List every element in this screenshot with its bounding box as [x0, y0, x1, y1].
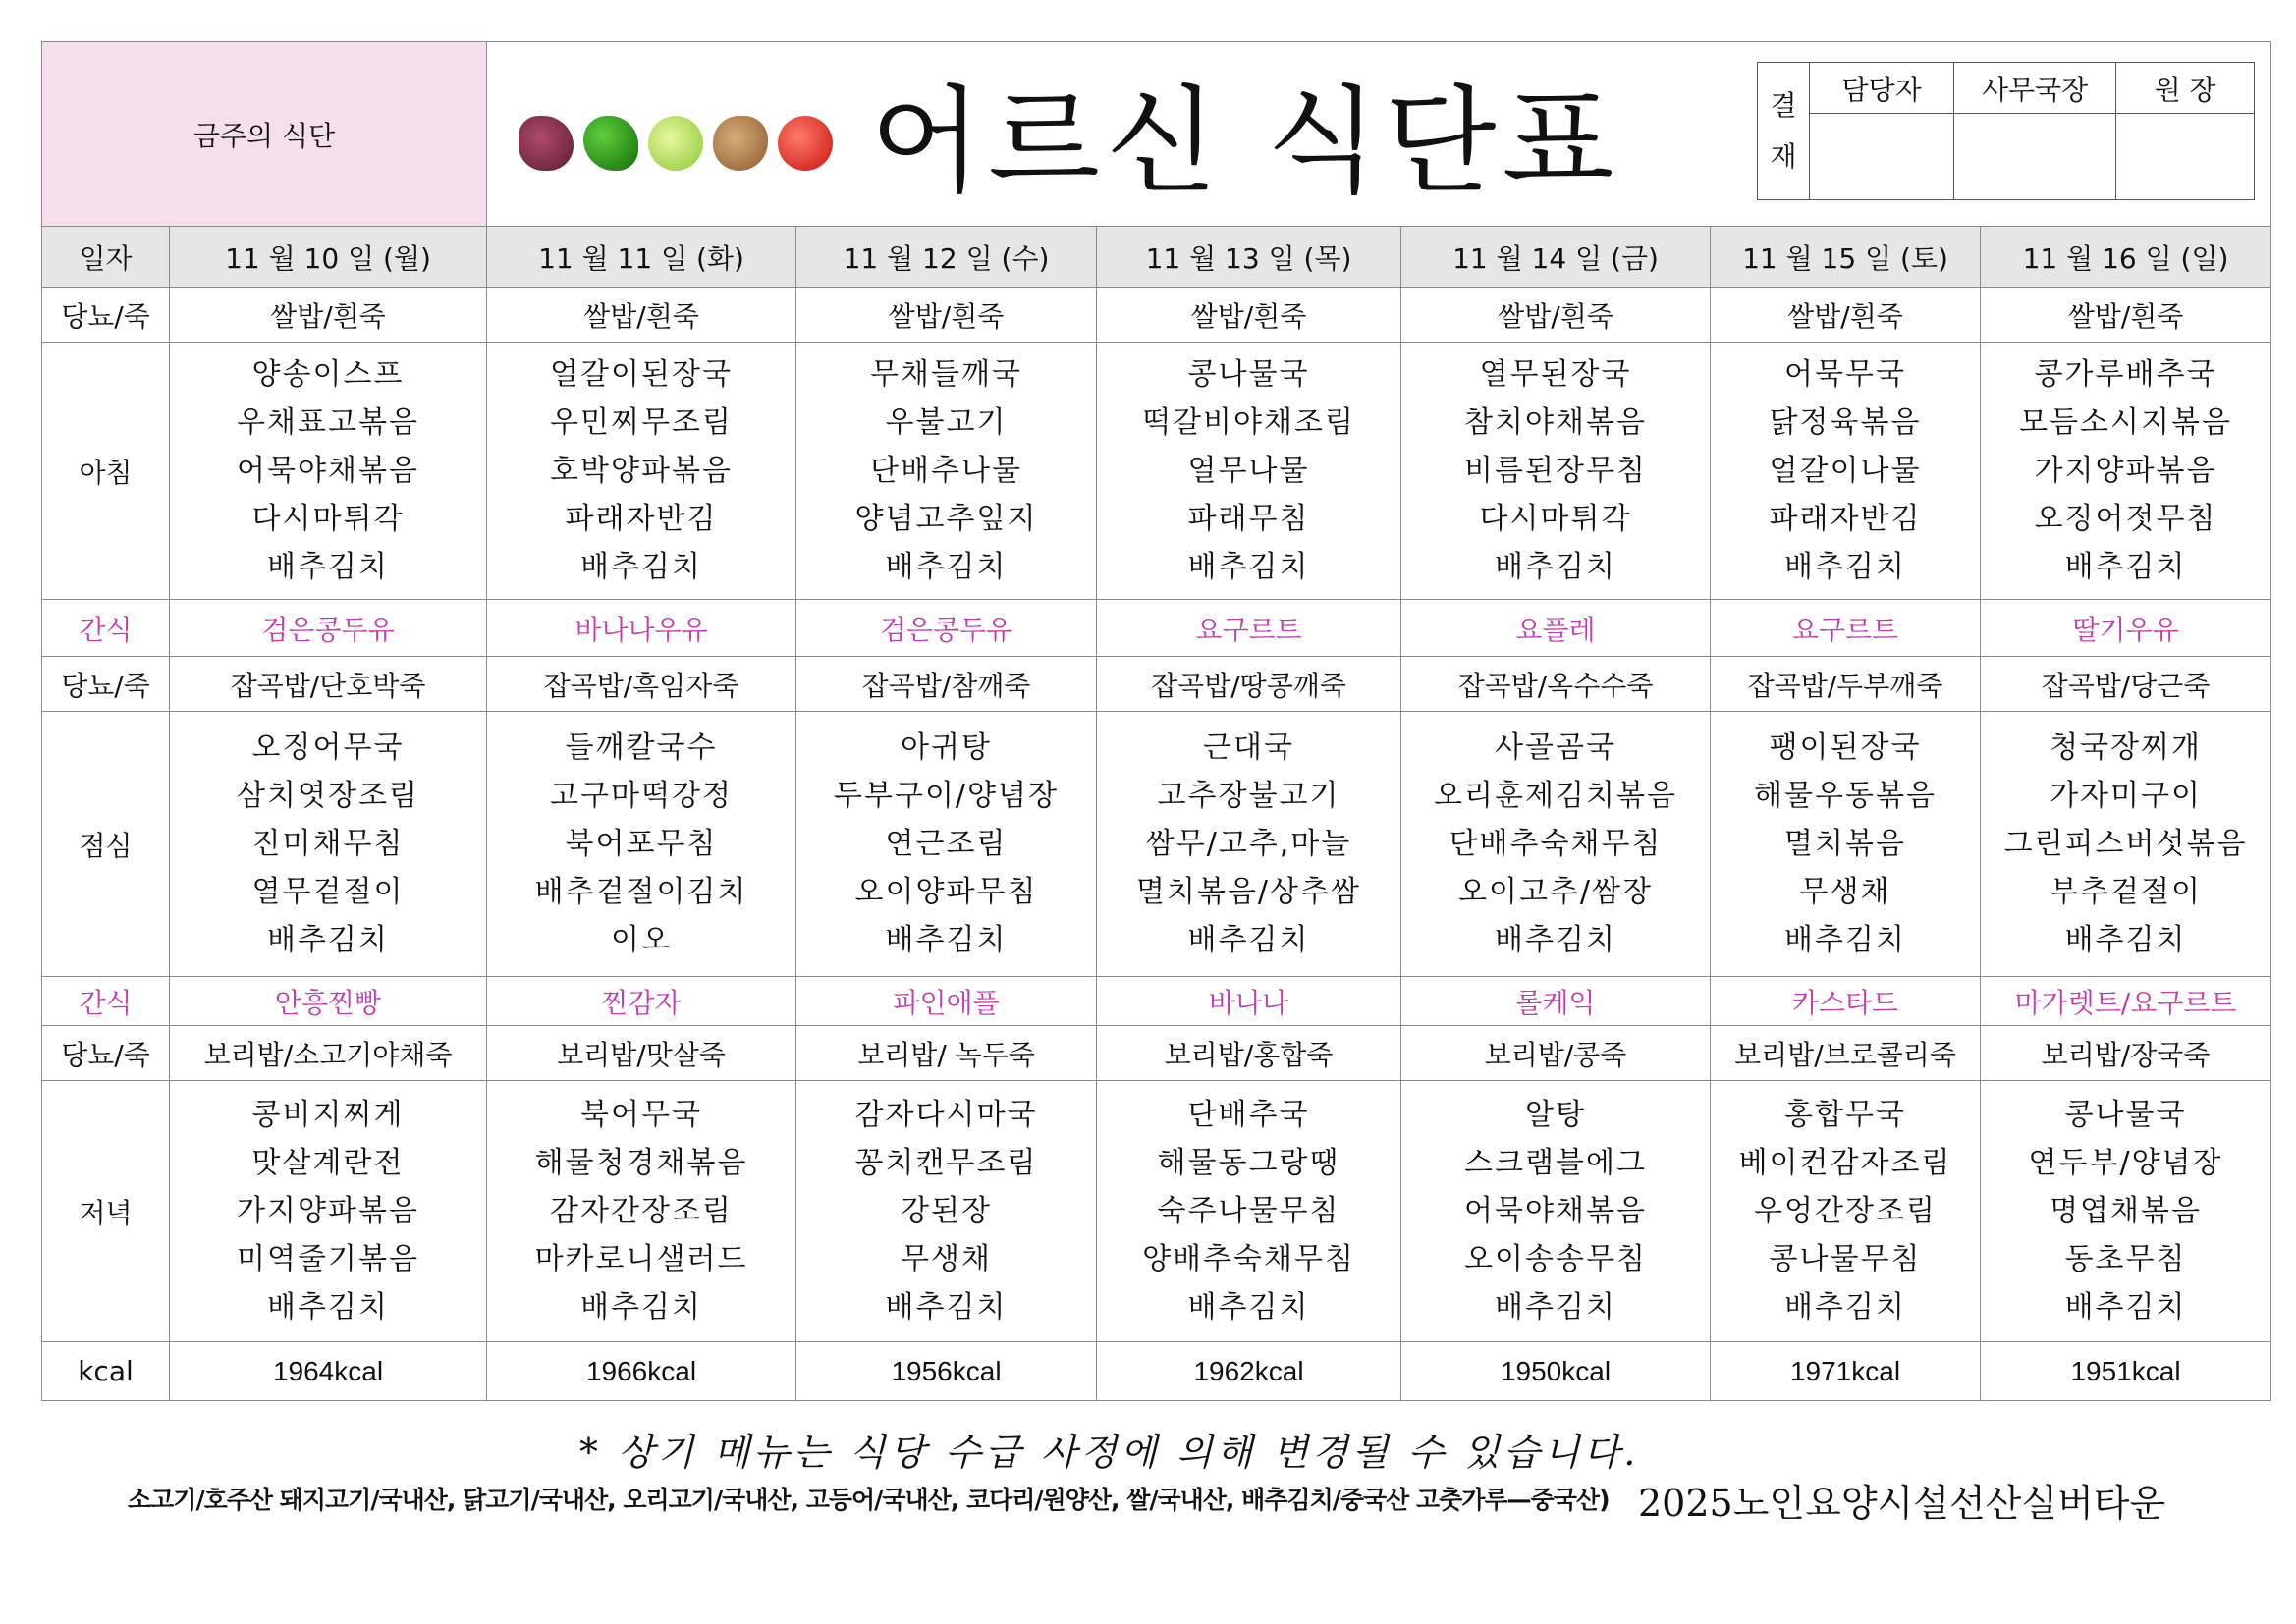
menu-item: 콩나물국	[2064, 1098, 2187, 1132]
menu-item: 연두부/양념장	[2028, 1146, 2223, 1180]
date-cell: 11 월 10 일 (월)	[170, 227, 487, 288]
snack-pm-cell: 롤케익	[1401, 977, 1711, 1026]
menu-item: 알탕	[1525, 1098, 1586, 1132]
breakfast-cell	[796, 343, 1097, 600]
kcal-cell: 1951kcal	[1981, 1342, 2271, 1401]
snack-pm-cell: 카스타드	[1711, 977, 1981, 1026]
menu-item: 팽이된장국	[1769, 731, 1922, 765]
menu-item: 배추김치	[885, 923, 1008, 957]
vegetable-icons	[519, 116, 833, 171]
lettuce-icon	[519, 116, 574, 171]
snack-am-cell: 바나나우유	[487, 600, 796, 657]
lunch-diet-cell: 잡곡밥/당근죽	[1981, 657, 2271, 712]
approval-role-director: 원 장	[2116, 63, 2255, 114]
snack-am-cell: 검은콩두유	[796, 600, 1097, 657]
lunch-diet-cell: 잡곡밥/옥수수죽	[1401, 657, 1711, 712]
menu-item: 가지양파볶음	[237, 1194, 419, 1228]
menu-item: 얼갈이된장국	[550, 357, 733, 392]
menu-item: 우민찌무조림	[550, 406, 733, 440]
date-cell: 11 월 13 일 (목)	[1097, 227, 1401, 288]
row-label-dinner-diet: 당뇨/죽	[42, 1026, 170, 1081]
breakfast-diet-cell: 쌀밥/흰죽	[1711, 288, 1981, 343]
menu-item: 어묵야채볶음	[1464, 1194, 1647, 1228]
lunch-cell	[796, 712, 1097, 977]
menu-item: 파래자반김	[1769, 502, 1922, 536]
menu-item: 미역줄기볶음	[237, 1242, 419, 1276]
menu-item: 무채들깨국	[870, 357, 1022, 392]
row-label-lunch: 점심	[42, 712, 170, 977]
breakfast-diet-row	[42, 288, 2271, 343]
row-label-lunch-diet: 당뇨/죽	[42, 657, 170, 712]
breakfast-diet-cell: 쌀밥/흰죽	[796, 288, 1097, 343]
menu-item: 맛살계란전	[251, 1146, 405, 1180]
dinner-diet-cell: 보리밥/맛살죽	[487, 1026, 796, 1081]
menu-item: 해물청경채볶음	[534, 1146, 748, 1180]
menu-item: 진미채무침	[251, 827, 405, 861]
menu-item: 가자미구이	[2050, 779, 2202, 813]
date-row	[42, 227, 2271, 288]
breakfast-cell	[1401, 343, 1711, 600]
potato-icon	[713, 116, 768, 171]
breakfast-diet-cell: 쌀밥/흰죽	[1401, 288, 1711, 343]
dinner-row	[42, 1081, 2271, 1342]
lunch-diet-cell: 잡곡밥/땅콩깨죽	[1097, 657, 1401, 712]
menu-item: 북어포무침	[565, 827, 718, 861]
dinner-diet-cell: 보리밥/홍합죽	[1097, 1026, 1401, 1081]
menu-item: 사골곰국	[1495, 731, 1616, 765]
change-notice: * 상기 메뉴는 식당 수급 사정에 의해 변경될 수 있습니다.	[579, 1431, 1640, 1474]
menu-item: 부추겉절이	[2050, 875, 2202, 909]
menu-item: 숙주나물무침	[1157, 1194, 1340, 1228]
menu-item: 배추김치	[267, 550, 389, 584]
dinner-diet-cell: 보리밥/소고기야채죽	[170, 1026, 487, 1081]
snack-am-cell: 요구르트	[1097, 600, 1401, 657]
menu-item: 배추김치	[2064, 550, 2187, 584]
lunch-diet-cell: 잡곡밥/단호박죽	[170, 657, 487, 712]
snack-pm-cell: 안흥찐빵	[170, 977, 487, 1026]
menu-item: 다시마튀각	[251, 502, 405, 536]
dinner-cell	[170, 1081, 487, 1342]
menu-item: 들깨칼국수	[565, 731, 718, 765]
breakfast-cell	[1097, 343, 1401, 600]
origin-info: 소고기/호주산 돼지고기/국내산, 닭고기/국내산, 오리고기/국내산, 고등어/국내산, 코다리/원양산, 쌀/국내산, 배추김치/중국산 고춧가루—중국산)	[128, 1486, 1610, 1514]
menu-item: 열무나물	[1187, 454, 1310, 488]
dinner-cell	[487, 1081, 796, 1342]
tomato-icon	[778, 116, 833, 171]
menu-item: 콩가루배추국	[2034, 357, 2217, 392]
kcal-row	[42, 1342, 2271, 1401]
menu-item: 다시마튀각	[1479, 502, 1632, 536]
approval-role-manager: 사무국장	[1954, 63, 2116, 114]
snack-am-cell: 요구르트	[1711, 600, 1981, 657]
menu-item: 배추김치	[1784, 1290, 1906, 1325]
lunch-cell	[1097, 712, 1401, 977]
menu-item: 호박양파볶음	[550, 454, 733, 488]
kcal-cell: 1962kcal	[1097, 1342, 1401, 1401]
menu-item: 무생채	[1799, 875, 1891, 909]
menu-item: 오징어무국	[251, 731, 405, 765]
menu-item: 강된장	[901, 1194, 992, 1228]
breakfast-cell	[1981, 343, 2271, 600]
dinner-cell	[1401, 1081, 1711, 1342]
menu-item: 배추김치	[2064, 1290, 2187, 1325]
menu-item: 콩나물국	[1187, 357, 1310, 392]
menu-item: 비름된장무침	[1464, 454, 1647, 488]
menu-item: 배추김치	[580, 550, 702, 584]
menu-item: 배추김치	[1495, 1290, 1616, 1325]
menu-item: 배추김치	[1187, 1290, 1310, 1325]
row-label-breakfast: 아침	[42, 343, 170, 600]
kcal-cell: 1964kcal	[170, 1342, 487, 1401]
dinner-cell	[1711, 1081, 1981, 1342]
menu-item: 우채표고볶음	[237, 406, 419, 440]
menu-item: 양송이스프	[251, 357, 405, 392]
menu-item: 배추김치	[1495, 550, 1616, 584]
menu-sheet	[41, 41, 2270, 1401]
menu-item: 스크램블에그	[1464, 1146, 1647, 1180]
lunch-diet-cell: 잡곡밥/흑임자죽	[487, 657, 796, 712]
lunch-cell	[1981, 712, 2271, 977]
lunch-cell	[1401, 712, 1711, 977]
menu-item: 우엉간장조림	[1754, 1194, 1937, 1228]
row-label-snack-pm: 간식	[42, 977, 170, 1026]
breakfast-diet-cell: 쌀밥/흰죽	[170, 288, 487, 343]
dinner-diet-cell: 보리밥/장국죽	[1981, 1026, 2271, 1081]
dinner-cell	[1981, 1081, 2271, 1342]
snack-pm-cell: 찐감자	[487, 977, 796, 1026]
menu-item: 베이컨감자조림	[1738, 1146, 1952, 1180]
page-title: 어르신 식단표	[870, 74, 1620, 209]
menu-item: 어묵야채볶음	[237, 454, 419, 488]
menu-item: 단배추국	[1187, 1098, 1310, 1132]
menu-item: 이오	[611, 923, 672, 957]
menu-item: 배추김치	[885, 1290, 1008, 1325]
menu-item: 열무겉절이	[251, 875, 405, 909]
menu-item: 무생채	[901, 1242, 992, 1276]
menu-item: 콩나물무침	[1769, 1242, 1922, 1276]
menu-item: 가지양파볶음	[2034, 454, 2217, 488]
menu-item: 참치야채볶음	[1464, 406, 1647, 440]
menu-item: 오리훈제김치볶음	[1434, 779, 1677, 813]
approval-box	[1757, 62, 2255, 200]
menu-item: 배추겉절이김치	[534, 875, 748, 909]
breakfast-row	[42, 343, 2271, 600]
menu-item: 단배추나물	[870, 454, 1022, 488]
menu-item: 닭정육볶음	[1769, 406, 1922, 440]
row-label-breakfast-diet: 당뇨/죽	[42, 288, 170, 343]
menu-item: 해물동그랑땡	[1157, 1146, 1340, 1180]
title-area	[487, 42, 2271, 227]
menu-item: 파래무침	[1187, 502, 1310, 536]
menu-item: 배추김치	[1784, 550, 1906, 584]
date-cell: 11 월 16 일 (일)	[1981, 227, 2271, 288]
menu-item: 양념고추잎지	[854, 502, 1038, 536]
menu-item: 오이송송무침	[1464, 1242, 1647, 1276]
menu-item: 근대국	[1203, 731, 1294, 765]
date-cell: 11 월 14 일 (금)	[1401, 227, 1711, 288]
menu-item: 두부구이/양념장	[834, 779, 1059, 813]
pepper-icon	[583, 116, 638, 171]
approval-sign-manager[interactable]	[1954, 114, 2116, 200]
menu-item: 청국장찌개	[2050, 731, 2202, 765]
menu-item: 삼치엿장조림	[237, 779, 419, 813]
snack-pm-cell: 파인애플	[796, 977, 1097, 1026]
menu-item: 양배추숙채무침	[1142, 1242, 1355, 1276]
dinner-diet-cell: 보리밥/브로콜리죽	[1711, 1026, 1981, 1081]
approval-sign-director[interactable]	[2116, 114, 2255, 200]
approval-label-bottom: 재	[1770, 139, 1797, 173]
menu-item: 어묵무국	[1784, 357, 1906, 392]
kcal-cell: 1950kcal	[1401, 1342, 1711, 1401]
menu-item: 명엽채볶음	[2050, 1194, 2202, 1228]
dinner-diet-cell: 보리밥/콩죽	[1401, 1026, 1711, 1081]
menu-item: 연근조림	[885, 827, 1008, 861]
breakfast-cell	[170, 343, 487, 600]
breakfast-diet-cell: 쌀밥/흰죽	[1981, 288, 2271, 343]
dinner-diet-cell: 보리밥/ 녹두죽	[796, 1026, 1097, 1081]
breakfast-diet-cell: 쌀밥/흰죽	[487, 288, 796, 343]
menu-item: 감자간장조림	[550, 1194, 733, 1228]
lunch-cell	[170, 712, 487, 977]
menu-item: 북어무국	[580, 1098, 702, 1132]
breakfast-cell	[1711, 343, 1981, 600]
menu-item: 단배추숙채무침	[1449, 827, 1663, 861]
menu-table	[41, 41, 2271, 1401]
row-label-kcal: kcal	[42, 1342, 170, 1401]
weekly-label: 금주의 식단	[42, 42, 487, 227]
menu-item: 배추김치	[267, 923, 389, 957]
menu-item: 그린피스버섯볶음	[2003, 827, 2248, 861]
menu-item: 배추김치	[1784, 923, 1906, 957]
approval-role-staff: 담당자	[1810, 63, 1954, 114]
date-cell: 11 월 15 일 (토)	[1711, 227, 1981, 288]
lunch-cell	[1711, 712, 1981, 977]
snack-pm-row	[42, 977, 2271, 1026]
dinner-cell	[796, 1081, 1097, 1342]
menu-item: 우불고기	[885, 406, 1008, 440]
date-cell: 11 월 12 일 (수)	[796, 227, 1097, 288]
snack-am-row	[42, 600, 2271, 657]
approval-label-top: 결	[1770, 88, 1797, 122]
snack-am-cell: 딸기우유	[1981, 600, 2271, 657]
menu-item: 배추김치	[1187, 923, 1310, 957]
menu-item: 배추김치	[1187, 550, 1310, 584]
approval-sign-staff[interactable]	[1810, 114, 1954, 200]
menu-item: 얼갈이나물	[1769, 454, 1922, 488]
menu-item: 배추김치	[2064, 923, 2187, 957]
menu-item: 오징어젓무침	[2034, 502, 2217, 536]
menu-item: 마카로니샐러드	[534, 1242, 748, 1276]
date-cell: 11 월 11 일 (화)	[487, 227, 796, 288]
menu-item: 감자다시마국	[854, 1098, 1038, 1132]
snack-pm-cell: 바나나	[1097, 977, 1401, 1026]
dinner-diet-row	[42, 1026, 2271, 1081]
menu-item: 동초무침	[2064, 1242, 2187, 1276]
menu-item: 홍합무국	[1784, 1098, 1906, 1132]
snack-pm-cell: 마가렛트/요구르트	[1981, 977, 2271, 1026]
facility-name: 2025노인요양시설선산실버타운	[1638, 1482, 2166, 1525]
breakfast-diet-cell: 쌀밥/흰죽	[1097, 288, 1401, 343]
menu-item: 해물우동볶음	[1754, 779, 1937, 813]
menu-item: 떡갈비야채조림	[1142, 406, 1355, 440]
menu-item: 고구마떡강정	[550, 779, 733, 813]
menu-item: 쌈무/고추,마늘	[1145, 827, 1352, 861]
lunch-cell	[487, 712, 796, 977]
menu-item: 고추장불고기	[1157, 779, 1340, 813]
row-label-snack-am: 간식	[42, 600, 170, 657]
row-label-date: 일자	[42, 227, 170, 288]
snack-am-cell: 검은콩두유	[170, 600, 487, 657]
row-label-dinner: 저녁	[42, 1081, 170, 1342]
menu-item: 멸치볶음	[1784, 827, 1906, 861]
menu-item: 배추김치	[580, 1290, 702, 1325]
menu-item: 오이양파무침	[854, 875, 1038, 909]
menu-item: 모듬소시지볶음	[2019, 406, 2232, 440]
kcal-cell: 1966kcal	[487, 1342, 796, 1401]
lunch-diet-cell: 잡곡밥/참깨죽	[796, 657, 1097, 712]
menu-item: 콩비지찌게	[251, 1098, 405, 1132]
menu-item: 배추김치	[267, 1290, 389, 1325]
menu-item: 오이고추/쌈장	[1458, 875, 1653, 909]
menu-item: 멸치볶음/상추쌈	[1136, 875, 1361, 909]
lunch-diet-row	[42, 657, 2271, 712]
snack-am-cell: 요플레	[1401, 600, 1711, 657]
breakfast-cell	[487, 343, 796, 600]
menu-item: 꽁치캔무조림	[854, 1146, 1038, 1180]
menu-item: 열무된장국	[1479, 357, 1632, 392]
menu-item: 배추김치	[1495, 923, 1616, 957]
cabbage-icon	[648, 116, 703, 171]
lunch-diet-cell: 잡곡밥/두부깨죽	[1711, 657, 1981, 712]
menu-item: 배추김치	[885, 550, 1008, 584]
dinner-cell	[1097, 1081, 1401, 1342]
kcal-cell: 1956kcal	[796, 1342, 1097, 1401]
lunch-row	[42, 712, 2271, 977]
kcal-cell: 1971kcal	[1711, 1342, 1981, 1401]
menu-item: 아귀탕	[901, 731, 992, 765]
menu-item: 파래자반김	[565, 502, 718, 536]
